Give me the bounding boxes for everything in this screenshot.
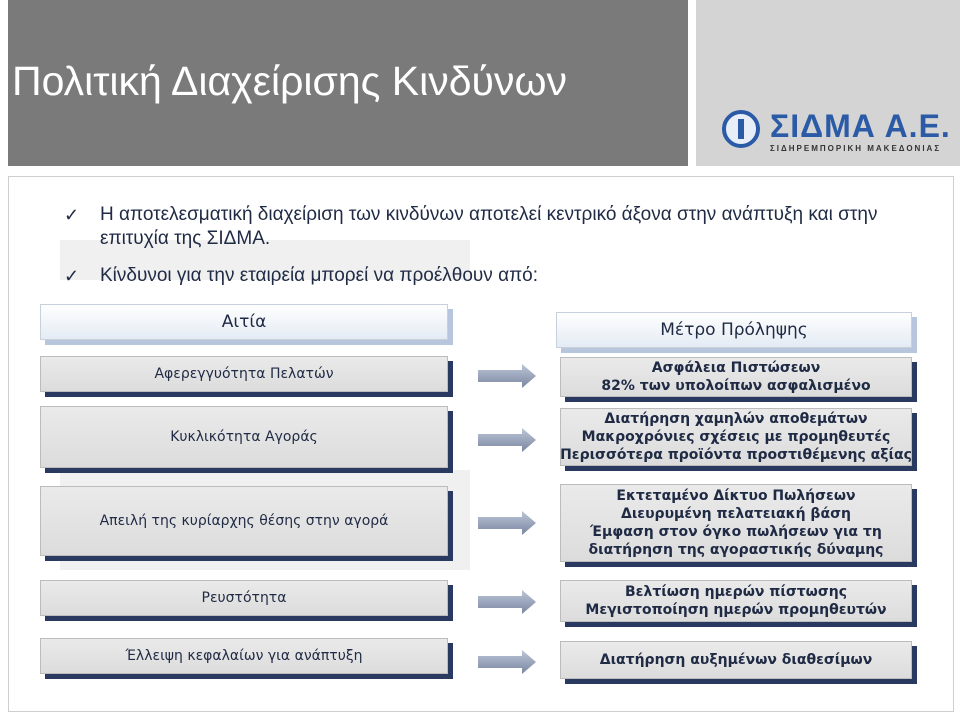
cause-text: Ρευστότητα [201,590,287,606]
measure-box [560,641,912,679]
arrow-right-icon [478,650,536,674]
measure-line: Εκτεταμένο Δίκτυο Πωλήσεων [616,488,856,504]
arrow-right-icon [478,590,536,614]
measure-line: Διατήρηση αυξημένων διαθεσίμων [599,652,873,668]
measure-box [560,580,912,622]
causes-header [40,304,448,340]
bullet-text: Η αποτελεσματική διαχείριση των κινδύνων αποτελεί κεντρικό άξονα στην ανάπτυξη και στην επιτυχία της ΣΙΔΜΑ. [100,204,878,249]
measure-line: διατήρηση της αγοραστικής δύναμης [588,542,884,558]
measure-line: Περισσότερα προϊόντα προστιθέμενης αξίας [560,447,912,463]
bullet-text: Κίνδυνοι για την εταιρεία μπορεί να προέλθουν από: [100,265,539,286]
company-logo [718,106,951,156]
cause-box [40,580,448,616]
measure-line: Ασφάλεια Πιστώσεων [651,360,821,376]
logo-emblem-icon [722,110,760,148]
measure-line: Βελτίωση ημερών πίστωσης [625,584,847,600]
cause-box [40,406,448,468]
logo-subtitle: ΣΙΔΗΡΕΜΠΟΡΙΚΗ ΜΑΚΕΔΟΝΙΑΣ [770,144,942,153]
measure-box [560,484,912,562]
measure-line: Έμφαση στον όγκο πωλήσεων για τη [590,524,882,540]
cause-text: Κυκλικότητα Αγοράς [170,429,318,445]
measure-box [560,408,912,466]
measure-line: Διευρυμένη πελατειακή βάση [621,506,851,522]
checkmark-icon: ✓ [64,205,80,225]
measures-header [556,312,912,348]
cause-box [40,486,448,556]
logo-name: ΣΙΔΜΑ Α.Ε. [770,108,951,144]
cause-text: Έλλειψη κεφαλαίων για ανάπτυξη [125,648,363,664]
measure-line: Μεγιστοποίηση ημερών προμηθευτών [585,602,887,618]
causes-header-label: Αιτία [221,312,267,332]
cause-text: Αφερεγγυότητα Πελατών [154,366,334,382]
cause-box [40,356,448,392]
page-title: Πολιτική Διαχείρισης Κινδύνων [12,58,567,104]
measure-line: Διατήρηση χαμηλών αποθεμάτων [604,411,868,427]
arrow-right-icon [478,364,536,388]
cause-text: Απειλή της κυρίαρχης θέσης στην αγορά [99,513,389,529]
arrow-right-icon [478,511,536,535]
measure-line: Μακροχρόνιες σχέσεις με προμηθευτές [581,429,891,445]
measures-header-label: Μέτρο Πρόληψης [660,320,808,340]
measure-box [560,357,912,397]
arrow-right-icon [478,428,536,452]
cause-box [40,638,448,674]
checkmark-icon: ✓ [64,266,80,286]
measure-line: 82% των υπολοίπων ασφαλισμένο [601,378,871,394]
